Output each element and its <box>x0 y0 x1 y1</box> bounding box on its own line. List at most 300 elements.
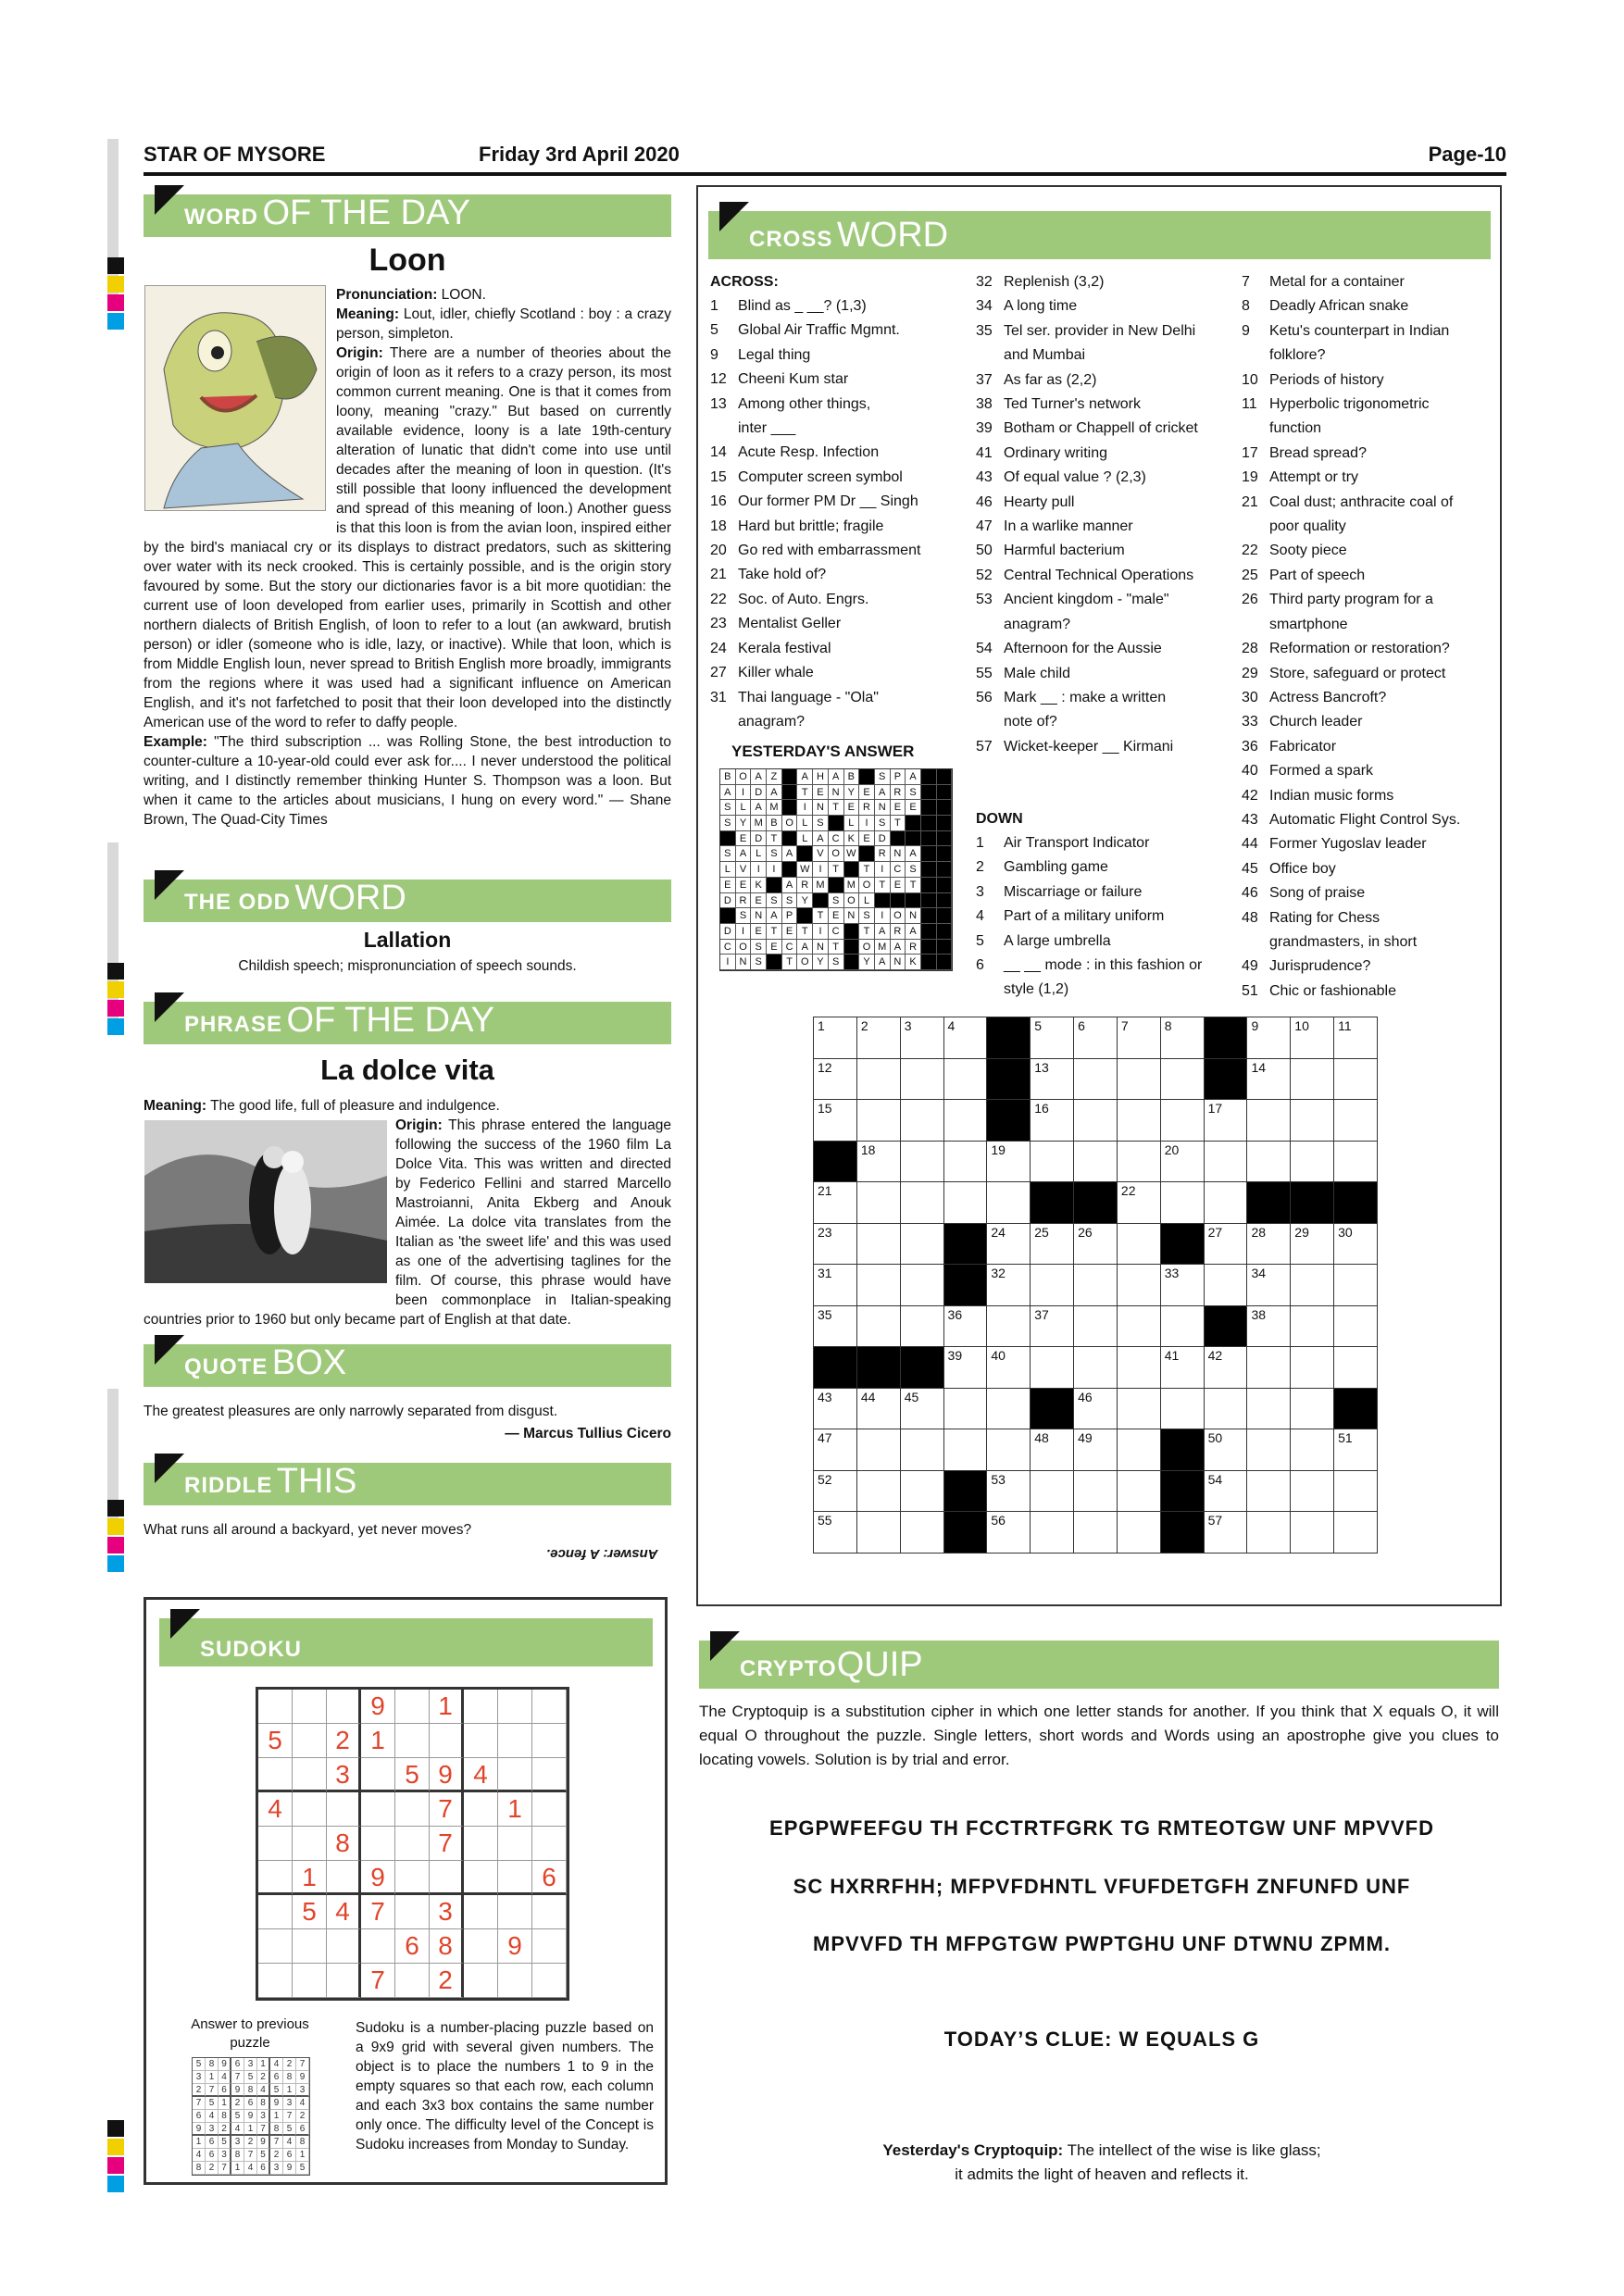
answer-cell: 8 <box>231 2149 244 2162</box>
sudoku-cell[interactable] <box>293 1964 327 1998</box>
sudoku-cell[interactable] <box>327 1964 361 1998</box>
sudoku-cell[interactable] <box>532 1964 567 1998</box>
across-clues-col1 <box>710 294 958 734</box>
cell-number: 48 <box>1034 1430 1049 1446</box>
float-spacer <box>144 343 336 519</box>
black-cell <box>906 831 921 847</box>
crossword-cell[interactable] <box>1074 1265 1118 1306</box>
sudoku-cell[interactable]: 7 <box>430 1792 464 1827</box>
crossword-cell[interactable] <box>1247 1142 1291 1183</box>
crossword-cell[interactable] <box>1205 1389 1248 1430</box>
clue-row <box>1242 832 1501 856</box>
cell-number: 9 <box>1251 1018 1259 1033</box>
answer-cell: 5 <box>231 2110 244 2123</box>
crossword-cell[interactable] <box>1118 1389 1161 1430</box>
crossword-cell[interactable] <box>944 1017 988 1059</box>
sudoku-cell[interactable]: 6 <box>532 1861 567 1895</box>
sudoku-cell[interactable]: 1 <box>361 1724 395 1758</box>
crossword-cell[interactable] <box>1247 1389 1291 1430</box>
crossword-cell[interactable] <box>1118 1017 1161 1059</box>
crossword-cell[interactable] <box>1205 1100 1248 1142</box>
crossword-cell[interactable] <box>1291 1265 1334 1306</box>
crossword-cell[interactable] <box>1205 1347 1248 1389</box>
crossword-cell[interactable] <box>1291 1389 1334 1430</box>
crossword-cell[interactable] <box>1074 1142 1118 1183</box>
crossword-cell[interactable] <box>987 1512 1031 1554</box>
sudoku-cell[interactable] <box>258 1758 293 1792</box>
crossword-cell[interactable] <box>901 1512 944 1554</box>
sudoku-cell[interactable] <box>395 1690 430 1724</box>
crossword-cell[interactable] <box>1118 1224 1161 1266</box>
crossword-cell[interactable] <box>1291 1142 1334 1183</box>
crossword-cell[interactable] <box>1334 1265 1378 1306</box>
sudoku-cell[interactable] <box>532 1724 567 1758</box>
crossword-cell[interactable] <box>1334 1100 1378 1142</box>
crossword-cell[interactable] <box>814 1471 857 1513</box>
crossword-cell[interactable] <box>944 1100 988 1142</box>
crossword-cell[interactable] <box>814 1429 857 1471</box>
crossword-cell[interactable] <box>1334 1306 1378 1348</box>
answer-cell: 3 <box>270 2162 283 2175</box>
sudoku-cell[interactable]: 9 <box>361 1861 395 1895</box>
crossword-cell[interactable] <box>1291 1224 1334 1266</box>
float-spacer <box>144 1116 395 1310</box>
sudoku-cell[interactable] <box>395 1895 430 1929</box>
crossword-cell[interactable] <box>1161 1182 1205 1224</box>
crossword-cell[interactable] <box>814 1059 857 1101</box>
crossword-cell[interactable] <box>1205 1142 1248 1183</box>
crossword-cell[interactable] <box>1161 1017 1205 1059</box>
cell-number: 32 <box>991 1266 1006 1281</box>
answer-cell: B <box>767 816 782 831</box>
crossword-cell[interactable] <box>857 1017 901 1059</box>
crossword-cell[interactable] <box>857 1512 901 1554</box>
crossword-cell[interactable] <box>1291 1059 1334 1101</box>
crossword-cell[interactable] <box>901 1471 944 1513</box>
crossword-cell[interactable] <box>1074 1224 1118 1266</box>
clue-row <box>710 588 958 612</box>
crossword-cell[interactable] <box>1291 1347 1334 1389</box>
black-cell <box>1161 1429 1205 1471</box>
crossword-cell[interactable] <box>1291 1306 1334 1348</box>
answer-cell: 3 <box>206 2123 219 2136</box>
sudoku-cell[interactable]: 3 <box>327 1758 361 1792</box>
crossword-cell[interactable] <box>1031 1224 1074 1266</box>
crossword-cell[interactable] <box>1291 1512 1334 1554</box>
sudoku-cell[interactable] <box>293 1724 327 1758</box>
sudoku-cell[interactable] <box>464 1929 498 1964</box>
clue-row <box>1242 564 1501 588</box>
sudoku-cell[interactable] <box>293 1827 327 1861</box>
crossword-cell[interactable] <box>1031 1512 1074 1554</box>
crossword-cell[interactable] <box>1074 1429 1118 1471</box>
answer-cell: I <box>767 862 782 878</box>
sudoku-cell[interactable]: 1 <box>430 1690 464 1724</box>
sudoku-cell[interactable]: 1 <box>498 1792 532 1827</box>
sudoku-cell[interactable] <box>258 1929 293 1964</box>
crossword-cell[interactable] <box>1118 1306 1161 1348</box>
crossword-cell[interactable] <box>1161 1347 1205 1389</box>
crossword-cell[interactable] <box>987 1429 1031 1471</box>
sudoku-cell[interactable] <box>327 1792 361 1827</box>
cell-number: 36 <box>947 1306 963 1322</box>
crossword-cell[interactable] <box>1031 1347 1074 1389</box>
crossword-cell[interactable] <box>814 1017 857 1059</box>
corner-mark <box>155 1335 184 1365</box>
clue-row <box>710 710 958 734</box>
crossword-cell[interactable] <box>901 1182 944 1224</box>
crossword-cell[interactable] <box>1031 1306 1074 1348</box>
crossword-cell[interactable] <box>1074 1512 1118 1554</box>
crossword-cell[interactable] <box>1291 1100 1334 1142</box>
crossword-cell[interactable] <box>1205 1512 1248 1554</box>
answer-cell: 4 <box>193 2149 206 2162</box>
crossword-cell[interactable] <box>1118 1142 1161 1183</box>
sudoku-cell[interactable]: 8 <box>327 1827 361 1861</box>
band-label-large: THIS <box>276 1462 357 1501</box>
crossword-cell[interactable] <box>1291 1471 1334 1513</box>
cell-number: 19 <box>991 1142 1006 1157</box>
sudoku-cell[interactable] <box>395 1964 430 1998</box>
crossword-cell[interactable] <box>1334 1017 1378 1059</box>
clue-text: anagram? <box>1004 616 1071 632</box>
clue-row <box>976 637 1240 661</box>
band-label-small: CRYPTO <box>740 1656 837 1681</box>
crossword-cell[interactable] <box>901 1142 944 1183</box>
sudoku-cell[interactable] <box>395 1724 430 1758</box>
crossword-cell[interactable] <box>1247 1471 1291 1513</box>
crossword-cell[interactable] <box>944 1389 988 1430</box>
sudoku-cell[interactable] <box>258 1964 293 1998</box>
black-cell <box>782 785 798 801</box>
crossword-cell[interactable] <box>1334 1142 1378 1183</box>
clue-text: Of equal value ? (2,3) <box>1004 469 1146 486</box>
answer-cell: 1 <box>296 2149 309 2162</box>
sudoku-cell[interactable]: 9 <box>361 1690 395 1724</box>
crossword-cell[interactable] <box>901 1306 944 1348</box>
sudoku-cell[interactable]: 9 <box>498 1929 532 1964</box>
crossword-cell[interactable] <box>814 1182 857 1224</box>
answer-cell: A <box>767 785 782 801</box>
crossword-cell[interactable] <box>1074 1100 1118 1142</box>
sudoku-cell[interactable] <box>464 1964 498 1998</box>
sudoku-cell[interactable] <box>258 1861 293 1895</box>
black-cell <box>782 800 798 816</box>
sudoku-cell[interactable] <box>430 1724 464 1758</box>
sudoku-cell[interactable] <box>464 1861 498 1895</box>
crossword-cell[interactable] <box>1118 1182 1161 1224</box>
crossword-cell[interactable] <box>901 1224 944 1266</box>
sudoku-cell[interactable] <box>532 1929 567 1964</box>
sudoku-cell[interactable]: 4 <box>464 1758 498 1792</box>
sudoku-cell[interactable] <box>464 1895 498 1929</box>
black-cell <box>937 846 953 862</box>
crossword-cell[interactable] <box>1161 1142 1205 1183</box>
crossword-cell[interactable] <box>857 1471 901 1513</box>
sudoku-cell[interactable] <box>361 1758 395 1792</box>
crossword-cell[interactable] <box>1334 1059 1378 1101</box>
crossword-cell[interactable] <box>814 1512 857 1554</box>
crossword-cell[interactable] <box>901 1100 944 1142</box>
crossword-cell[interactable] <box>857 1182 901 1224</box>
clue-number: 44 <box>1242 836 1258 853</box>
crossword-cell[interactable] <box>857 1142 901 1183</box>
answer-cell: 7 <box>193 2097 206 2110</box>
crossword-cell[interactable] <box>857 1059 901 1101</box>
crossword-cell[interactable] <box>1074 1347 1118 1389</box>
sudoku-cell[interactable] <box>395 1827 430 1861</box>
sudoku-cell[interactable] <box>464 1827 498 1861</box>
clue-row <box>976 466 1240 490</box>
sudoku-cell[interactable] <box>258 1895 293 1929</box>
sudoku-cell[interactable]: 1 <box>293 1861 327 1895</box>
crossword-cell[interactable] <box>1074 1059 1118 1101</box>
crossword-cell[interactable] <box>1247 1224 1291 1266</box>
crossword-cell[interactable] <box>857 1100 901 1142</box>
crossword-cell[interactable] <box>857 1429 901 1471</box>
crossword-cell[interactable] <box>1074 1017 1118 1059</box>
crossword-cell[interactable] <box>1334 1512 1378 1554</box>
crossword-cell[interactable] <box>1031 1265 1074 1306</box>
word-title: Loon <box>369 243 446 278</box>
sudoku-cell[interactable] <box>327 1929 361 1964</box>
crossword-cell[interactable] <box>1118 1347 1161 1389</box>
answer-cell: C <box>720 940 736 955</box>
crossword-cell[interactable] <box>1031 1059 1074 1101</box>
sudoku-grid[interactable] <box>256 1687 569 2001</box>
sudoku-cell[interactable]: 2 <box>327 1724 361 1758</box>
clue-row <box>976 855 1240 880</box>
crossword-cell[interactable] <box>1118 1265 1161 1306</box>
clue-row <box>1242 857 1501 881</box>
answer-cell: Z <box>767 769 782 785</box>
sudoku-cell[interactable]: 4 <box>327 1895 361 1929</box>
answer-cell: 7 <box>219 2162 231 2175</box>
answer-cell: A <box>782 878 798 893</box>
black-cell <box>1161 1224 1205 1266</box>
black-cell <box>844 940 860 955</box>
crossword-cell[interactable] <box>944 1306 988 1348</box>
crossword-cell[interactable] <box>1031 1100 1074 1142</box>
crossword-cell[interactable] <box>1334 1471 1378 1513</box>
clue-number: 45 <box>1242 860 1258 877</box>
crossword-cell[interactable] <box>1031 1017 1074 1059</box>
black-cell <box>906 893 921 909</box>
sudoku-cell[interactable]: 7 <box>361 1895 395 1929</box>
sudoku-cell[interactable]: 7 <box>430 1827 464 1861</box>
crossword-cell[interactable] <box>1247 1100 1291 1142</box>
crossword-cell[interactable] <box>1118 1059 1161 1101</box>
answer-cell: P <box>782 908 798 924</box>
crossword-cell[interactable] <box>1118 1100 1161 1142</box>
sudoku-cell[interactable]: 5 <box>395 1758 430 1792</box>
crossword-cell[interactable] <box>857 1224 901 1266</box>
crossword-cell[interactable] <box>1161 1059 1205 1101</box>
sudoku-cell[interactable] <box>293 1690 327 1724</box>
answer-cell: 6 <box>219 2084 231 2097</box>
sudoku-cell[interactable] <box>293 1792 327 1827</box>
crossword-cell[interactable] <box>901 1389 944 1430</box>
crossword-cell[interactable] <box>1031 1429 1074 1471</box>
crossword-cell[interactable] <box>1118 1429 1161 1471</box>
sudoku-cell[interactable]: 5 <box>258 1724 293 1758</box>
crossword-cell[interactable] <box>987 1389 1031 1430</box>
crossword-cell[interactable] <box>1205 1429 1248 1471</box>
sudoku-cell[interactable] <box>293 1929 327 1964</box>
sudoku-cell[interactable] <box>532 1827 567 1861</box>
sudoku-cell[interactable]: 7 <box>361 1964 395 1998</box>
crossword-cell[interactable] <box>987 1306 1031 1348</box>
answer-cell: 2 <box>231 2097 244 2110</box>
black-cell <box>937 785 953 801</box>
answer-cell: 3 <box>244 2058 257 2071</box>
crossword-cell[interactable] <box>1205 1182 1248 1224</box>
crossword-cell[interactable] <box>1118 1471 1161 1513</box>
clue-row <box>976 368 1240 393</box>
crossword-cell[interactable] <box>944 1142 988 1183</box>
crossword-cell[interactable] <box>1291 1429 1334 1471</box>
sudoku-cell[interactable] <box>532 1792 567 1827</box>
sudoku-cell[interactable]: 2 <box>430 1964 464 1998</box>
sudoku-cell[interactable] <box>532 1690 567 1724</box>
crossword-cell[interactable] <box>1205 1471 1248 1513</box>
crossword-cell[interactable] <box>1118 1512 1161 1554</box>
sudoku-cell[interactable] <box>464 1792 498 1827</box>
crossword-cell[interactable] <box>1161 1265 1205 1306</box>
answer-cell: Y <box>797 893 813 909</box>
crossword-cell[interactable] <box>1247 1265 1291 1306</box>
example-text: "The third subscription ... was Rolling Stone, the best introduction to counter-culture a 10-year-old could ever ask for.... I never understood the political writing, and I distinctly remember thinking Hunter S. Thompson was a loon. But when it came to the articles about musicians, I hung on every word." — Shane Brown, The Quad-City Times <box>144 734 671 828</box>
crossword-cell[interactable] <box>1247 1512 1291 1554</box>
sudoku-cell[interactable] <box>395 1792 430 1827</box>
sudoku-cell[interactable] <box>464 1724 498 1758</box>
sudoku-cell[interactable]: 5 <box>293 1895 327 1929</box>
cryptoquip-header <box>699 1641 1499 1689</box>
sudoku-cell[interactable]: 9 <box>430 1758 464 1792</box>
sudoku-cell[interactable] <box>498 1758 532 1792</box>
answer-cell: 6 <box>257 2162 270 2175</box>
crossword-cell[interactable] <box>1291 1017 1334 1059</box>
answer-cell: L <box>859 893 875 909</box>
crossword-cell[interactable] <box>1247 1017 1291 1059</box>
crossword-cell[interactable] <box>1334 1429 1378 1471</box>
crossword-cell[interactable] <box>1247 1429 1291 1471</box>
crossword-cell[interactable] <box>1161 1306 1205 1348</box>
crossword-cell[interactable] <box>987 1471 1031 1513</box>
sudoku-cell[interactable] <box>498 1690 532 1724</box>
crossword-cell[interactable] <box>1031 1471 1074 1513</box>
crossword-cell[interactable] <box>987 1142 1031 1183</box>
crossword-cell[interactable] <box>1074 1471 1118 1513</box>
crossword-cell[interactable] <box>1161 1389 1205 1430</box>
crossword-cell[interactable] <box>1247 1347 1291 1389</box>
crossword-cell[interactable] <box>987 1265 1031 1306</box>
answer-cell: Y <box>736 816 752 831</box>
sudoku-cell[interactable] <box>498 1827 532 1861</box>
crossword-cell[interactable] <box>944 1347 988 1389</box>
crossword-cell[interactable] <box>1247 1306 1291 1348</box>
crossword-cell[interactable] <box>857 1265 901 1306</box>
crossword-cell[interactable] <box>944 1429 988 1471</box>
cell-number: 17 <box>1207 1101 1223 1117</box>
sudoku-cell[interactable]: 6 <box>395 1929 430 1964</box>
sudoku-cell[interactable] <box>258 1690 293 1724</box>
crossword-cell[interactable] <box>944 1059 988 1101</box>
crossword-cell[interactable] <box>1031 1142 1074 1183</box>
crossword-cell[interactable] <box>814 1100 857 1142</box>
crossword-cell[interactable] <box>944 1182 988 1224</box>
sudoku-cell[interactable]: 8 <box>430 1929 464 1964</box>
sudoku-cell[interactable]: 4 <box>258 1792 293 1827</box>
crossword-cell[interactable] <box>987 1182 1031 1224</box>
crossword-cell[interactable] <box>901 1017 944 1059</box>
sudoku-cell[interactable] <box>327 1861 361 1895</box>
sudoku-cell[interactable] <box>498 1724 532 1758</box>
registration-mark <box>107 2120 124 2137</box>
sudoku-cell[interactable] <box>361 1929 395 1964</box>
crossword-cell[interactable] <box>814 1389 857 1430</box>
crossword-cell[interactable] <box>814 1224 857 1266</box>
crossword-cell[interactable] <box>1205 1265 1248 1306</box>
crossword-cell[interactable] <box>1334 1347 1378 1389</box>
crossword-cell[interactable] <box>1161 1100 1205 1142</box>
crossword-cell[interactable] <box>1074 1306 1118 1348</box>
crossword-cell[interactable] <box>814 1306 857 1348</box>
registration-mark <box>107 2157 124 2174</box>
sudoku-cell[interactable] <box>361 1792 395 1827</box>
sudoku-cell[interactable]: 3 <box>430 1895 464 1929</box>
crossword-cell[interactable] <box>901 1429 944 1471</box>
answer-cell: E <box>736 831 752 847</box>
sudoku-cell[interactable] <box>498 1964 532 1998</box>
crossword-cell[interactable] <box>901 1059 944 1101</box>
answer-cell: E <box>751 924 767 940</box>
answer-cell: I <box>875 862 891 878</box>
clue-row <box>976 954 1240 978</box>
crossword-cell[interactable] <box>1074 1389 1118 1430</box>
sudoku-cell[interactable] <box>498 1861 532 1895</box>
sudoku-cell[interactable] <box>395 1861 430 1895</box>
sudoku-cell[interactable] <box>498 1895 532 1929</box>
crossword-grid[interactable] <box>813 1017 1378 1554</box>
clue-row <box>976 319 1240 343</box>
crossword-cell[interactable] <box>1205 1224 1248 1266</box>
sudoku-cell[interactable] <box>327 1690 361 1724</box>
crossword-cell[interactable] <box>814 1265 857 1306</box>
sudoku-cell[interactable] <box>464 1690 498 1724</box>
black-cell <box>844 924 860 940</box>
crossword-cell[interactable] <box>1334 1224 1378 1266</box>
sudoku-cell[interactable] <box>430 1861 464 1895</box>
answer-cell: T <box>875 878 891 893</box>
sudoku-cell[interactable] <box>361 1827 395 1861</box>
crossword-cell[interactable] <box>987 1224 1031 1266</box>
clue-text: Formed a spark <box>1269 763 1374 780</box>
crossword-cell[interactable] <box>1247 1059 1291 1101</box>
clue-number <box>1242 613 1269 637</box>
answer-cell: E <box>859 785 875 801</box>
crossword-cell[interactable] <box>901 1265 944 1306</box>
crossword-cell[interactable] <box>987 1347 1031 1389</box>
clue-row <box>976 417 1240 441</box>
sudoku-cell[interactable] <box>532 1895 567 1929</box>
crossword-cell[interactable] <box>857 1306 901 1348</box>
crossword-cell[interactable] <box>857 1389 901 1430</box>
sudoku-cell[interactable] <box>258 1827 293 1861</box>
black-cell <box>720 831 736 847</box>
sudoku-cell[interactable] <box>532 1758 567 1792</box>
sudoku-cell[interactable] <box>293 1758 327 1792</box>
